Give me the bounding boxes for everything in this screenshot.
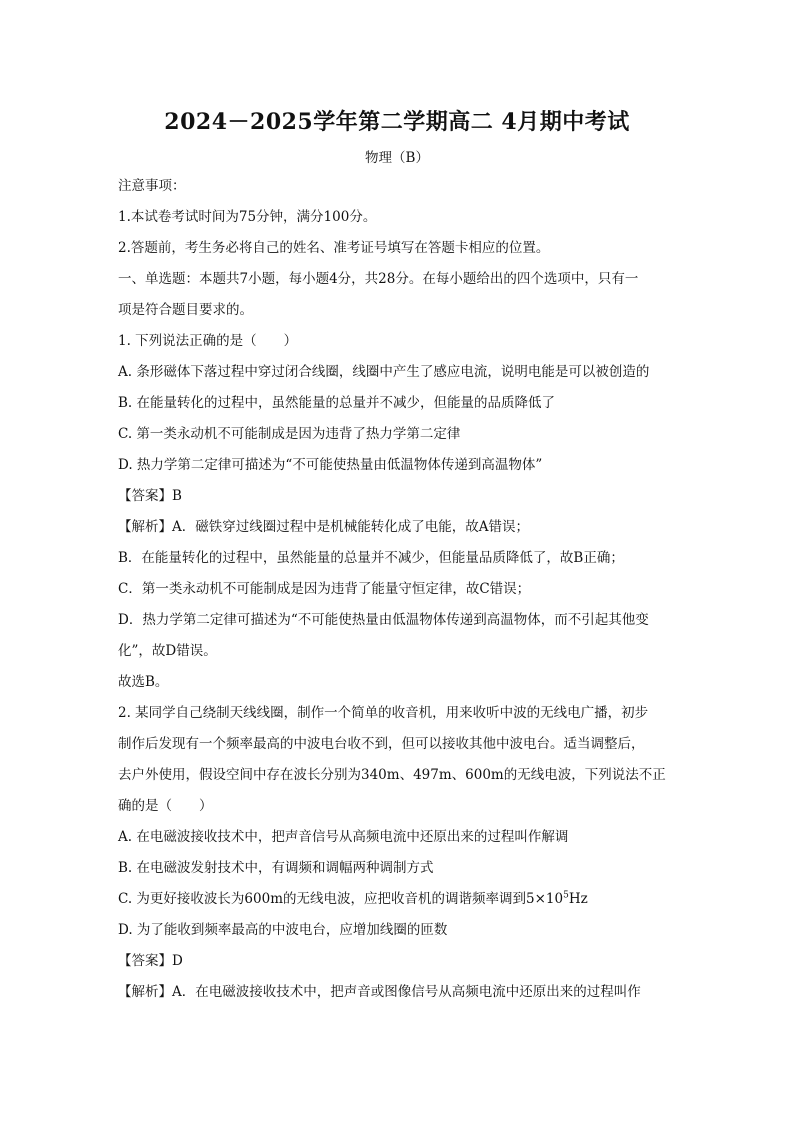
question-1-answer: 【答案】B xyxy=(118,488,182,504)
question-2-option-c-exponent: 5 xyxy=(563,890,569,901)
question-1-option-d: D. 热力学第二定律可描述为“不可能使热量由低温物体传递到高温物体” xyxy=(118,457,543,473)
question-2-stem-line-2: 制作后发现有一个频率最高的中波电台收不到，但可以接收其他中波电台。适当调整后， xyxy=(118,736,645,752)
question-2-option-a: A. 在电磁波接收技术中，把声音信号从高频电流中还原出来的过程叫作解调 xyxy=(118,829,569,845)
question-1-analysis-line-1: 【解析】A．磁铁穿过线圈过程中是机械能转化成了电能，故A错误； xyxy=(118,519,529,535)
section-heading-line-1: 一、单选题：本题共7小题，每小题4分，共28分。在每小题给出的四个选项中，只有一 xyxy=(118,271,639,287)
question-1-option-b: B. 在能量转化的过程中，虽然能量的总量并不减少，但能量的品质降低了 xyxy=(118,395,556,411)
question-1-analysis-line-3: C．第一类永动机不可能制成是因为违背了能量守恒定律，故C错误； xyxy=(118,581,531,597)
question-1-analysis-line-2: B．在能量转化的过程中，虽然能量的总量并不减少，但能量品质降低了，故B正确； xyxy=(118,550,624,566)
question-2-option-d: D. 为了能收到频率最高的中波电台，应增加线圈的匝数 xyxy=(118,922,448,938)
notice-item-1: 1.本试卷考试时间为75分钟，满分100分。 xyxy=(118,209,377,225)
question-2-analysis-line-1: 【解析】A．在电磁波接收技术中，把声音或图像信号从高频电流中还原出来的过程叫作 xyxy=(118,984,641,1000)
question-2-option-c xyxy=(118,889,678,909)
page-subtitle: 物理（B） xyxy=(365,150,429,166)
question-2-option-c-unit: Hz xyxy=(568,891,588,907)
question-2-stem-line-4: 确的是（ ） xyxy=(118,798,213,814)
question-1-conclusion: 故选B。 xyxy=(118,674,169,690)
notice-item-2: 2.答题前，考生务必将自己的姓名、准考证号填写在答题卡相应的位置。 xyxy=(118,240,550,256)
section-heading-line-2: 项是符合题目要求的。 xyxy=(118,302,253,318)
question-2-stem-line-1: 2. 某同学自己绕制天线线圈，制作一个简单的收音机，用来收听中波的无线电广播，初步 xyxy=(118,705,649,721)
page-title: 2024－2025学年第二学期高二 4月期中考试 xyxy=(164,109,630,135)
question-1-option-a: A. 条形磁体下落过程中穿过闭合线圈，线圈中产生了感应电流，说明电能是可以被创造的 xyxy=(118,364,650,380)
question-1-option-c: C. 第一类永动机不可能制成是因为违背了热力学第二定律 xyxy=(118,426,461,442)
question-2-option-c-text: C. 为更好接收波长为600m的无线电波，应把收音机的调谐频率调到5×10 xyxy=(118,891,564,907)
question-2-stem-line-3: 去户外使用，假设空间中存在波长分别为340m、497m、600m的无线电波，下列说法不正 xyxy=(118,767,666,783)
question-1-stem: 1. 下列说法正确的是（ ） xyxy=(118,333,298,349)
question-2-answer: 【答案】D xyxy=(118,953,183,969)
question-1-analysis-line-4: D．热力学第二定律可描述为“不可能使热量由低温物体传递到高温物体，而不引起其他变 xyxy=(118,612,649,628)
question-2-option-b: B. 在电磁波发射技术中，有调频和调幅两种调制方式 xyxy=(118,860,434,876)
notice-heading: 注意事项： xyxy=(118,178,186,194)
question-1-analysis-line-5: 化”，故D错误。 xyxy=(118,643,217,659)
